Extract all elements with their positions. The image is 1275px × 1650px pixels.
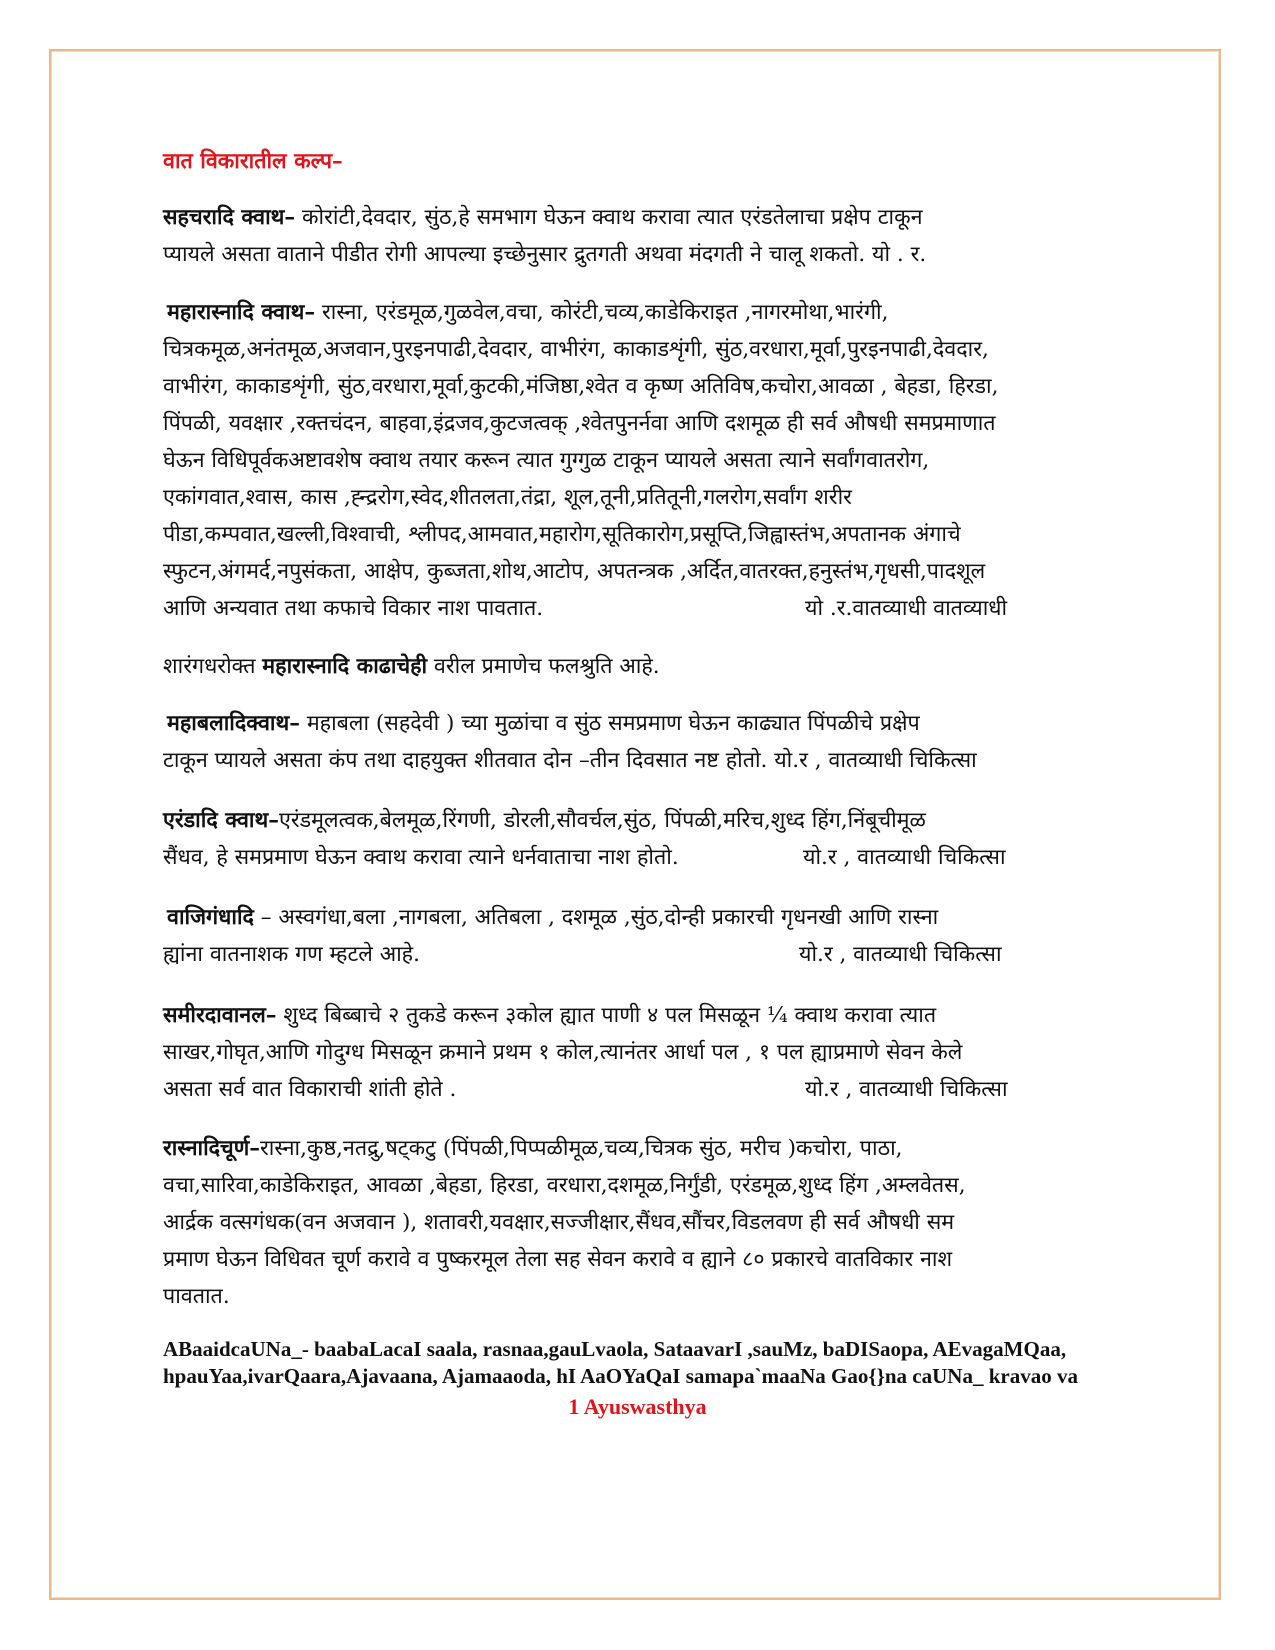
paragraph-text: एरंडमूलत्वक,बेलमूळ,रिंगणी, डोरली,सौवर्चल,सुंठ, पिंपळी,मरिच,शुध्द हिंग,निंबूचीमूळ [278,808,926,833]
page-heading: वात विकारातील कल्प– [163,149,343,174]
paragraph-text: साखर,गोघृत,आणि गोदुग्ध मिसळून क्रमाने प्रथम १ कोल,त्यानंतर आर्धा पल , १ पल ह्याप्रमाणे सेवन केले [163,1040,963,1065]
paragraph-text: असता सर्व वात विकाराची शांती होते . [163,1077,457,1102]
paragraph-rasnadichurna-line-1 [163,1130,902,1167]
legacy-font-text-line: ABaaidcaUNa_- baabaLacaI saala, rasnaa,gauLvaola, SataavarI ,sauMz, baDISaopa, AEvagaMQaa, [163,1337,1067,1361]
paragraph-text: रास्ना,कुष्ठ,नतद्रु,षट्कटु (पिंपळी,पिप्पळीमूळ,चव्य,चित्रक सुंठ, मरीच )कचोरा, पाठा, [260,1136,903,1161]
paragraph-text: टाकून प्यायले असता कंप तथा दाहयुक्त शीतवात दोन –तीन दिवसात नष्ट होतो. यो.र , वातव्याधी चिकित्सा [163,748,977,773]
paragraph-title: वाजिगंधादि [167,905,254,930]
paragraph-text: पावतात. [163,1284,230,1309]
paragraph-text: एकांगवात,श्वास, कास ,ह्न्द्ररोग,स्वेद,शीतलता,तंद्रा, शूल,तूनी,प्रतितूनी,गलरोग,सर्वांग शरीर [163,485,852,510]
paragraph-text: पीडा,कम्पवात,खल्ली,विश्वाची, श्लीपद,आमवात,महारोग,सूतिकारोग,प्रसूप्ति,जिह्वास्तंभ,अपतानक अंगाचे [163,522,961,547]
paragraph-sahacharadi-line-1 [163,199,923,236]
paragraph-text: घेऊन विधिपूर्वकअष्टावशेष क्वाथ तयार करून त्यात गुग्गुळ टाकून प्यायले असता त्याने सर्वांगवातरोग, [163,448,930,473]
paragraph-vajigandhadi-line-1 [167,899,938,936]
paragraph-maharasnadi-line-1 [167,294,888,331]
paragraph-text: वाभीरंग, काकाडशृंगी, सुंठ,वरधारा,मूर्वा,कुटकी,मंजिष्ठा,श्वेत व कृष्ण अतिविष,कचोरा,आवळा , बेहडा, हिरडा, [163,374,999,399]
paragraph-text: ह्यांना वातनाशक गण म्हटले आहे. [163,942,420,967]
paragraph-text: वरील प्रमाणेच फलश्रुति आहे. [427,654,660,679]
paragraph-text: शारंगधरोक्त [163,654,263,679]
legacy-font-text-line: hpauYaa,ivarQaara,Ajavaana, Ajamaaoda, hI AaOYaQaI samapa`maaNa Gao{}na caUNa_ kravao va [163,1364,1078,1388]
paragraph-text: सैंधव, हे समप्रमाण घेऊन क्वाथ करावा त्याने धर्नवाताचा नाश होतो. [163,845,679,870]
paragraph-text: कोरांटी,देवदार, सुंठ,हे समभाग घेऊन क्वाथ करावा त्यात एरंडतेलाचा प्रक्षेप टाकून [295,205,923,230]
paragraph-title: महारास्नादि क्वाथ– [167,300,316,325]
paragraph-text: वचा,सारिवा,काडेकिराइत, आवळा ,बेहडा, हिरडा, वरधारा,दशमूळ,निर्गुंडी, एरंडमूळ,शुध्द हिंग ,अम्लवेतस, [163,1173,966,1198]
paragraph-title: सहचरादि क्वाथ– [163,205,296,230]
paragraph-text: महाबला (सहदेवी ) च्या मुळांचा व सुंठ समप्रमाण घेऊन काढ्यात पिंपळीचे प्रक्षेप [299,711,920,736]
paragraph-text: शुध्द बिब्बाचे २ तुकडे करून ३कोल ह्यात पाणी ४ पल मिसळून ¼ क्वाथ करावा त्यात [276,1003,937,1028]
source-reference: यो.र , वातव्याधी चिकित्सा [805,1077,1008,1102]
paragraph-text: स्फुटन,अंगमर्द,नपुसंकता, आक्षेप, कुब्जता,शोथ,आटोप, अपतन्त्रक ,अर्दित,वातरक्त,हनुस्तंभ,गृधसी,पादशूल [163,559,986,584]
source-reference: यो .र.वातव्याधी वातव्याधी [805,596,1008,621]
paragraph-text: रास्ना, एरंडमूळ,गुळवेल,वचा, कोरंटी,चव्य,काडेकिराइत ,नागरमोथा,भारंगी, [315,300,889,325]
source-reference: यो.र , वातव्याधी चिकित्सा [799,942,1002,967]
paragraph-text: प्रमाण घेऊन विधिवत चूर्ण करावे व पुष्करमूल तेला सह सेवन करावे व ह्याने ८० प्रकारचे वातविकार नाश [163,1247,953,1272]
paragraph-text: आणि अन्यवात तथा कफाचे विकार नाश पावतात. [163,596,544,621]
paragraph-mahabaladi-line-1 [167,705,920,742]
paragraph-title: महाबलादिक्वाथ– [167,711,300,736]
paragraph-title: रास्नादिचूर्ण– [163,1136,261,1161]
paragraph-title: एरंडादि क्वाथ– [163,808,279,833]
paragraph-text: चित्रकमूळ,अनंतमूळ,अजवान,पुरइनपाढी,देवदार, वाभीरंग, काकाडशृंगी, सुंठ,वरधारा,मूर्वा,पुरइनपाढी,देवदार, [163,337,989,362]
paragraph-text: प्यायले असता वाताने पीडीत रोगी आपल्या इच्छेनुसार द्रुतगती अथवा मंदगती ने चालू शकतो. यो . र. [163,242,927,267]
page-footer: 1 Ayuswasthya [568,1394,707,1419]
paragraph-text: – अस्वगंधा,बला ,नागबला, अतिबला , दशमूळ ,सुंठ,दोन्ही प्रकारची गृधनखी आणि रास्ना [253,905,939,930]
source-reference: यो.र , वातव्याधी चिकित्सा [803,845,1006,870]
paragraph-samiradavanal-line-1 [163,997,936,1034]
paragraph-text: पिंपळी, यवक्षार ,रक्तचंदन, बाहवा,इंद्रजव,कुटजत्वक् ,श्वेतपुनर्नवा आणि दशमूळ ही सर्व औषधी समप्रमाणात [163,411,996,436]
paragraph-sharangdhar [163,648,660,685]
paragraph-emphasis: महारास्नादि काढाचेही [262,654,428,679]
paragraph-erandadi-line-1 [163,802,926,839]
paragraph-title: समीरदावानल– [163,1003,277,1028]
paragraph-text: आर्द्रक वत्सगंधक(वन अजवान ), शतावरी,यवक्षार,सज्जीक्षार,सैंधव,सौंचर,विडलवण ही सर्व औषधी सम [163,1210,955,1235]
